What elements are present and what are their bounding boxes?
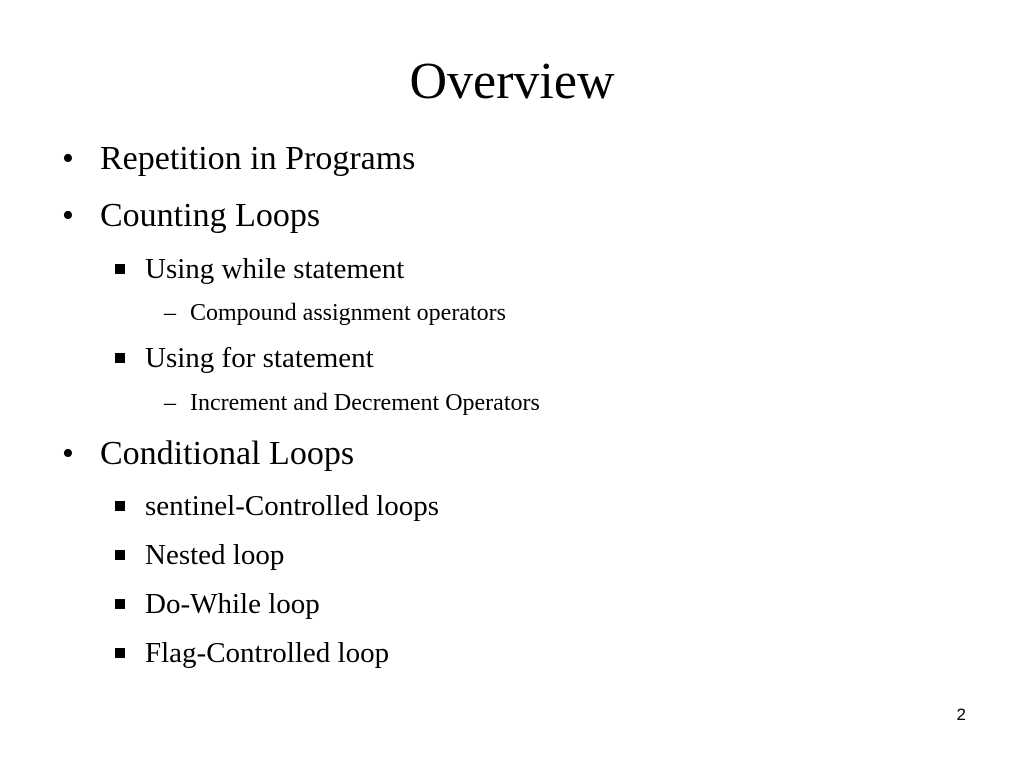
list-item bbox=[145, 587, 320, 621]
list-item-text: Counting Loops bbox=[100, 197, 321, 234]
square-bullet-icon bbox=[115, 264, 125, 274]
list-item bbox=[62, 434, 355, 474]
square-bullet-icon bbox=[115, 550, 125, 560]
list-item-text: Do-While loop bbox=[145, 588, 320, 620]
dash-icon: – bbox=[164, 300, 176, 326]
list-item-text: Using for statement bbox=[145, 342, 374, 374]
bullet-icon: • bbox=[62, 140, 74, 177]
list-item-text: Nested loop bbox=[145, 539, 285, 571]
list-item bbox=[145, 636, 389, 670]
square-bullet-icon bbox=[115, 599, 125, 609]
list-item bbox=[62, 196, 321, 236]
slide-title: Overview bbox=[409, 53, 615, 110]
list-item bbox=[145, 489, 439, 523]
page-number: 2 bbox=[956, 705, 966, 724]
bullet-icon: • bbox=[62, 197, 74, 234]
list-item-text: Flag-Controlled loop bbox=[145, 637, 390, 669]
square-bullet-icon bbox=[115, 648, 125, 658]
list-item bbox=[62, 139, 416, 179]
bullet-icon: • bbox=[62, 435, 74, 472]
list-item bbox=[145, 341, 374, 375]
list-item-text: sentinel-Controlled loops bbox=[145, 490, 439, 522]
list-item bbox=[164, 389, 540, 417]
square-bullet-icon bbox=[115, 353, 125, 363]
list-item-text: Repetition in Programs bbox=[100, 140, 416, 177]
list-item bbox=[164, 299, 506, 327]
list-item bbox=[145, 252, 404, 286]
list-item bbox=[145, 538, 284, 572]
square-bullet-icon bbox=[115, 501, 125, 511]
list-item-text: Compound assignment operators bbox=[190, 300, 506, 326]
dash-icon: – bbox=[164, 390, 176, 416]
list-item-text: Using while statement bbox=[145, 253, 405, 285]
list-item-text: Conditional Loops bbox=[100, 435, 355, 472]
list-item-text: Increment and Decrement Operators bbox=[190, 390, 540, 416]
